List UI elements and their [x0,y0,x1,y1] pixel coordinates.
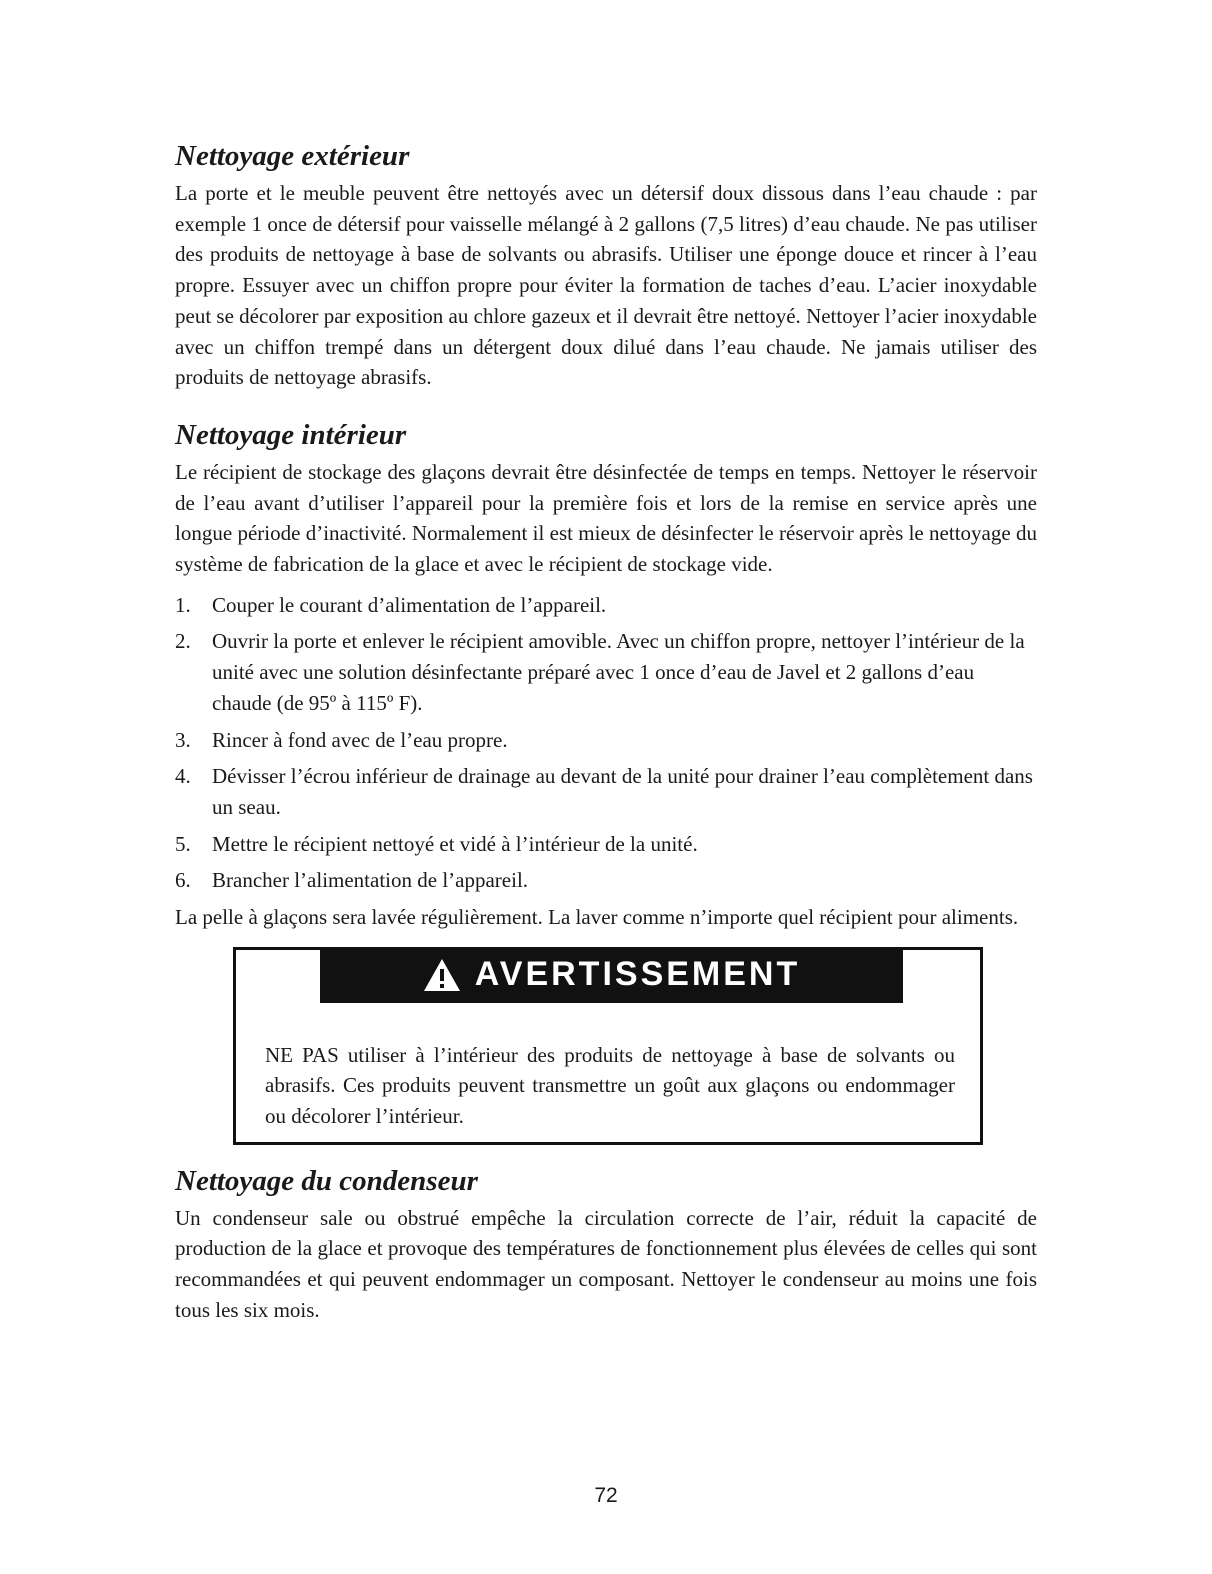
step-number: 3. [175,727,191,752]
step-text: Rincer à fond avec de l’eau propre. [212,727,508,752]
step-number: 1. [175,592,191,617]
condenser-cleaning-paragraph: Un condenseur sale ou obstrué empêche la circulation correcte de l’air, réduit la capacité de production de la glace et provoque des températures de fonctionnement plus élevées de celles qui sont recommandées et qui peuvent endommager un composant. Nettoyer le condenseur au moins une fois tous les six mois. [175,1205,1037,1322]
page-number: 72 [594,1484,618,1507]
exterior-cleaning-paragraph: La porte et le meuble peuvent être nettoyés avec un détersif doux dissous dans l’eau chaude : par exemple 1 once de détersif pour vaisselle mélangé à 2 gallons (7,5 litres) d’eau chaude. Ne pas utiliser des produits de nettoyage à base de solvants ou abrasifs. Utiliser une éponge douce et rincer à l’eau propre. Essuyer avec un chiffon propre pour éviter la formation de taches d’eau. L’acier inoxydable peut se décolorer par exposition au chlore gazeux et il devrait être nettoyé. Nettoyer l’acier inoxydable avec un chiffon trempé dans un détergent doux dilué dans l’eau chaude. Ne jamais utiliser des produits de nettoyage abrasifs. [175,181,1037,390]
warning-text: NE PAS utiliser à l’intérieur des produits de nettoyage à base de solvants ou abrasifs. Ces produits peuvent transmettre un goût aux glaçons ou endommager ou décolorer l’intérieur. [265,1042,955,1129]
section-title-exterior: Nettoyage extérieur [175,140,410,172]
step-number: 6. [175,868,191,893]
interior-cleaning-steps [175,590,1037,896]
interior-cleaning-paragraph: Le récipient de stockage des glaçons devrait être désinfectée de temps en temps. Nettoyer le réservoir de l’eau avant d’utiliser l’appareil pour la première fois et lors de la remise en service après une longue période d’inactivité. Normalement il est mieux de désinfecter le réservoir après le nettoyage du système de fabrication de la glace et avec le récipient de stockage vide. [175,459,1037,577]
step-text: Dévisser l’écrou inférieur de drainage au devant de la unité pour drainer l’eau complètement dans un seau. [212,764,1033,819]
list-item [175,725,1037,756]
list-item [175,626,1037,718]
list-item [175,590,1037,621]
step-text: Mettre le récipient nettoyé et vidé à l’intérieur de la unité. [212,831,698,856]
list-item [175,865,1037,896]
step-text: Ouvrir la porte et enlever le récipient amovible. Avec un chiffon propre, nettoyer l’intérieur de la unité avec une solution désinfectante préparé avec 1 once d’eau de Javel et 2 gallons d’eau chaude (de 95º à 115º F). [212,629,1025,715]
manual-page [175,138,1037,1326]
step-number: 2. [175,629,191,654]
step-number: 4. [175,764,191,789]
step-text: Brancher l’alimentation de l’appareil. [212,868,529,893]
warning-triangle-icon [423,958,461,992]
warning-box [233,947,983,1145]
section-title-interior: Nettoyage intérieur [175,418,407,451]
step-number: 5. [175,831,191,856]
section-title-condenser: Nettoyage du condenseur [175,1164,478,1197]
step-text: Couper le courant d’alimentation de l’appareil. [212,592,607,617]
warning-label: AVERTISSEMENT [474,955,801,994]
ice-scoop-paragraph: La pelle à glaçons sera lavée régulièrement. La laver comme n’importe quel récipient pour aliments. [175,905,1019,930]
warning-banner [320,947,903,1003]
list-item [175,761,1037,822]
list-item [175,829,1037,860]
